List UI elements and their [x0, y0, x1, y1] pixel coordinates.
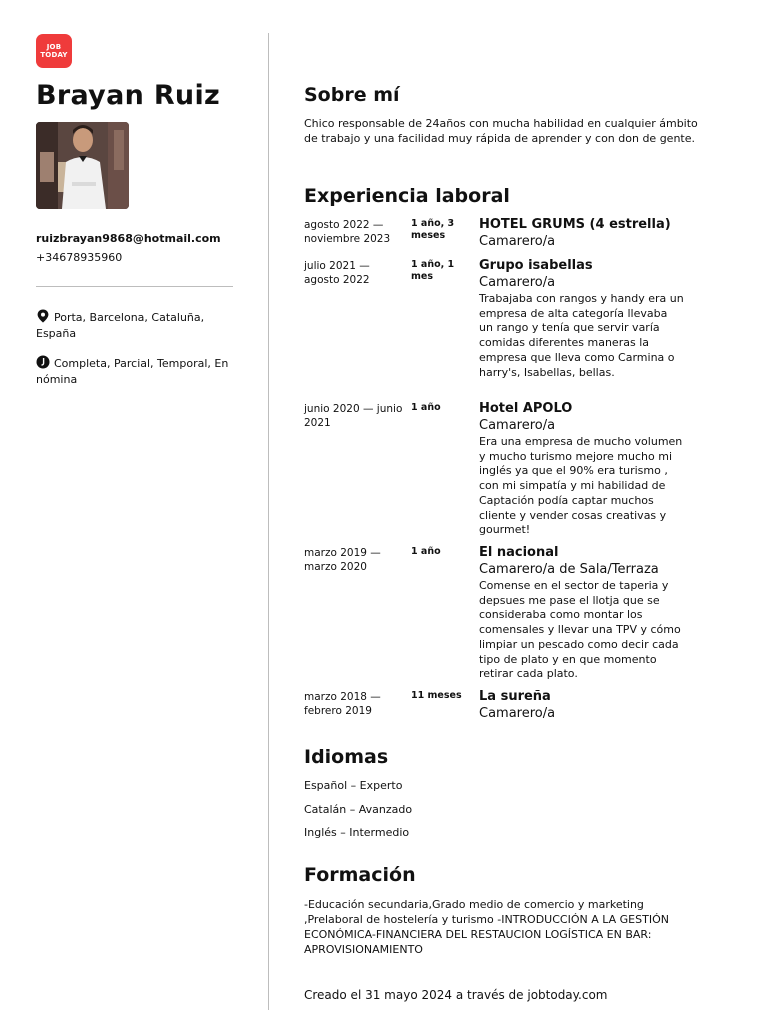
location-row: [36, 309, 236, 342]
experience-company: Hotel APOLO: [479, 401, 573, 416]
experience-dates: junio 2020 — junio 2021: [304, 403, 403, 429]
experience-role: Camarero/a: [479, 234, 556, 249]
experience-dates: agosto 2022 — noviembre 2023: [304, 219, 391, 245]
left-divider: [36, 286, 233, 287]
logo-line-2: TODAY: [40, 51, 68, 59]
experience-duration: 1 año: [411, 546, 441, 557]
experience-role: Camarero/a: [479, 275, 556, 290]
footer-credit: Creado el 31 mayo 2024 a través de jobtoday.com: [304, 988, 608, 1002]
experience-duration: 11 meses: [411, 690, 462, 701]
experience-description: Comense en el sector de taperia y depsues me pase el llotja que se consideraba como montar los comensales y llevar una TPV y cómo limpiar un pescado como decir cada tipo de plato y en que momento retirar cada plato.: [479, 579, 681, 681]
experience-role: Camarero/a: [479, 418, 556, 433]
column-divider: [268, 33, 269, 1010]
experience-dates: julio 2021 — agosto 2022: [304, 260, 370, 286]
language-item: Español – Experto: [304, 779, 403, 792]
experience-company: El nacional: [479, 545, 559, 560]
location-pin-icon: [36, 309, 50, 323]
experience-duration: 1 año, 3 meses: [411, 218, 455, 241]
location-text: Porta, Barcelona, Cataluña, España: [36, 311, 205, 340]
logo-line-1: JOB: [46, 43, 62, 51]
experience-description: Trabajaba con rangos y handy era un empresa de alta categoría llevaba un rango y tenía que servir varía comidas diferentes maneras la empresa que lleva como Carmina o harry's, Isabellas, bellas.: [479, 292, 684, 379]
education-text: -Educación secundaria,Grado medio de comercio y marketing ,Prelaboral de hostelería y turismo -INTRODUCCIÓN A LA GESTIÓN ECONÓMICA-FINANCIERA DEL RESTAUCION LOGÍSTICA EN BAR: APROVISIONAMIENTO: [304, 898, 669, 956]
education-title: Formación: [304, 864, 416, 886]
experience-dates: marzo 2018 — febrero 2019: [304, 691, 381, 717]
about-text: Chico responsable de 24años con mucha habilidad en cualquier ámbito de trabajo y una facilidad muy rápida de aprender y con don de gente.: [304, 117, 698, 145]
language-item: Catalán – Avanzado: [304, 803, 413, 816]
experience-company: HOTEL GRUMS (4 estrella): [479, 217, 671, 232]
candidate-name: Brayan Ruiz: [36, 80, 221, 111]
language-item: Inglés – Intermedio: [304, 826, 410, 839]
experience-title: Experiencia laboral: [304, 185, 510, 207]
about-title: Sobre mí: [304, 84, 400, 106]
experience-company: Grupo isabellas: [479, 258, 593, 273]
experience-duration: 1 año, 1 mes: [411, 259, 455, 282]
experience-role: Camarero/a de Sala/Terraza: [479, 562, 659, 577]
jobtoday-logo: [36, 34, 72, 68]
experience-description: Era una empresa de mucho volumen y mucho turismo mejore mucho mi inglés ya que el 90% era turismo , con mi simpatía y mi habilidad de Captación podía captar muchos cliente y vender cosas creativas y gourmet!: [479, 435, 683, 537]
experience-duration: 1 año: [411, 402, 441, 413]
clock-icon: [36, 355, 50, 369]
phone: +34678935960: [36, 251, 123, 264]
experience-dates: marzo 2019 — marzo 2020: [304, 547, 381, 573]
profile-photo: [36, 122, 129, 209]
languages-title: Idiomas: [304, 746, 389, 768]
experience-company: La sureña: [479, 689, 551, 704]
job-type-text: Completa, Parcial, Temporal, En nómina: [36, 357, 229, 386]
experience-role: Camarero/a: [479, 706, 556, 721]
email: ruizbrayan9868@hotmail.com: [36, 232, 221, 245]
job-type-row: [36, 355, 236, 388]
